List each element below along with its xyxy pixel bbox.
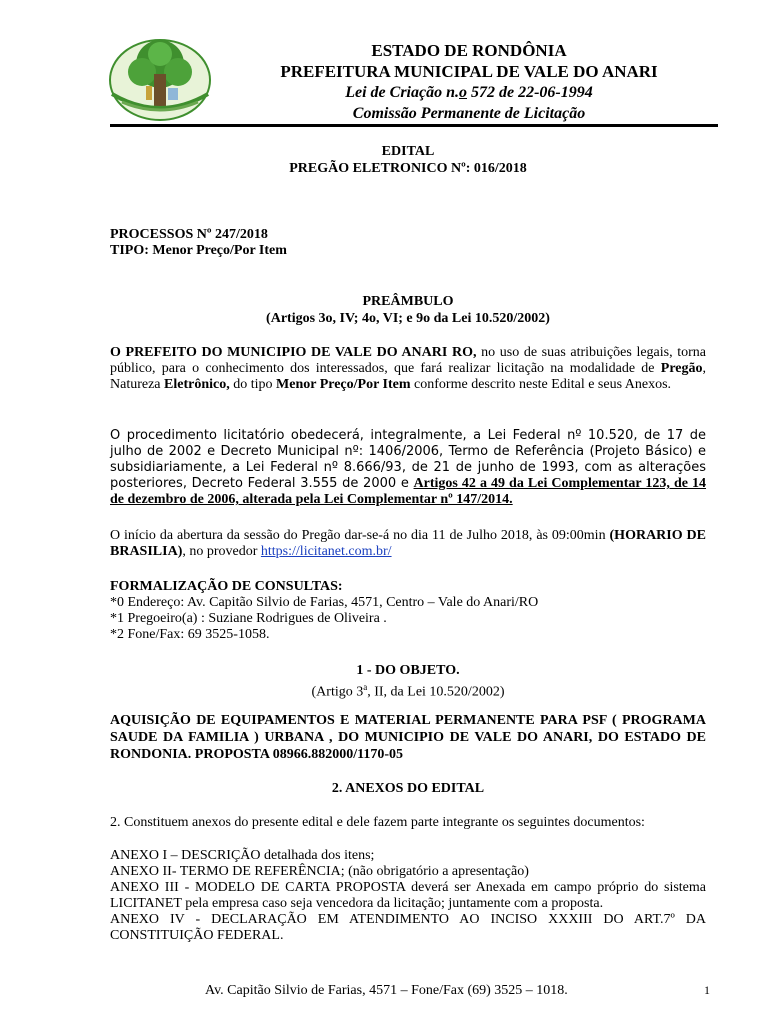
preambulo-heading	[110, 293, 706, 327]
prefeitura-name: PREFEITURA MUNICIPAL DE VALE DO ANARI	[280, 62, 658, 81]
anexos-intro: 2. Constituem anexos do presente edital e dele fazem parte integrante os seguintes documentos:	[110, 815, 645, 830]
pregao-number: PREGÃO ELETRONICO Nº: 016/2018	[289, 161, 527, 176]
preambulo-paragraph-1: O PREFEITO DO MUNICIPIO DE VALE DO ANARI RO, no uso de suas atribuições legais, torna público, para o conhecimento dos interessados, que fará realizar licitação na modalidade de Pregão, Natureza Eletrônico, do tipo Menor Preço/Por Item conforme descrito neste Edital e seus Anexos.	[110, 345, 707, 392]
process-info	[110, 227, 706, 259]
anexo-item: ANEXO IV - DECLARAÇÃO EM ATENDIMENTO AO INCISO XXXIII DO ART.7º DA CONSTITUIÇÃO FEDERAL.	[110, 912, 706, 943]
municipal-seal-logo	[108, 36, 212, 122]
anexo-item: ANEXO II- TERMO DE REFERÊNCIA; (não obrigatório a apresentação)	[110, 864, 529, 879]
edital-title	[110, 143, 706, 177]
consulta-item: *1 Pregoeiro(a) : Suziane Rodrigues de Oliveira .	[110, 611, 387, 626]
objeto-subtitle: (Artigo 3$^a$, II, da Lei 10.520/2002)	[311, 682, 505, 700]
header-divider	[110, 124, 718, 127]
consulta-item: *0 Endereço: Av. Capitão Silvio de Farias, 4571, Centro – Vale do Anari/RO	[110, 595, 539, 610]
creation-law: Lei de Criação n.o 572 de 22-06-1994	[345, 84, 593, 101]
anexos-list	[110, 848, 706, 944]
commission-name: Comissão Permanente de Licitação	[352, 105, 586, 122]
page-number: 1	[704, 983, 710, 997]
licitanet-link[interactable]: https://licitanet.com.br/	[260, 544, 392, 559]
edital-label: EDITAL	[381, 144, 435, 159]
anexo-item: ANEXO I – DESCRIÇÃO detalhada dos itens;	[110, 848, 375, 863]
preambulo-title: PREÂMBULO	[362, 294, 454, 309]
anexos-title: 2. ANEXOS DO EDITAL	[331, 781, 485, 796]
anexo-item: ANEXO III - MODELO DE CARTA PROPOSTA deverá ser Anexada em campo próprio do sistema LICITANET pela empresa caso seja vencedora da licitação; juntamente com a proposta.	[110, 880, 706, 911]
letterhead	[250, 40, 688, 124]
state-name: ESTADO DE RONDÔNIA	[371, 41, 567, 60]
objeto-text: AQUISIÇÃO DE EQUIPAMENTOS E MATERIAL PERMANENTE PARA PSF ( PROGRAMA SAUDE DA FAMILIA ) URBANA , DO MUNICIPIO DE VALE DO ANARI, DO ESTADO DE RONDONIA. PROPOSTA 08966.882000/1170-05	[110, 713, 706, 762]
consultas-title: FORMALIZAÇÃO DE CONSULTAS:	[110, 579, 343, 594]
process-number: PROCESSOS Nº 247/2018	[110, 227, 268, 242]
tipo-line: TIPO: Menor Preço/Por Item	[110, 243, 287, 258]
preambulo-subtitle: (Artigos 3o, IV; 4o, VI; e 9o da Lei 10.520/2002)	[266, 311, 550, 326]
preambulo-paragraph-3: O início da abertura da sessão do Pregão dar-se-á no dia 11 de Julho 2018, às 09:00min (HORARIO DE BRASILIA), no provedor https://licitanet.com.br/	[110, 528, 707, 559]
objeto-heading	[110, 662, 706, 701]
objeto-title: 1 - DO OBJETO.	[356, 663, 460, 678]
consulta-item: *2 Fone/Fax: 69 3525-1058.	[110, 627, 270, 642]
footer-address: Av. Capitão Silvio de Farias, 4571 – Fone/Fax (69) 3525 – 1018.	[205, 983, 568, 998]
preambulo-paragraph-2: O procedimento licitatório obedecerá, integralmente, a Lei Federal nº 10.520, de 17 de julho de 2002 e Decreto Municipal nº: 1406/2006, Termo de Referência (Projeto Básico) e subsidiariamente, a Lei Federal nº 8.666/93, de 21 de junho de 1993, com as alterações posteriores, Decreto Federal 3.555 de 2000 e Artigos 42 a 49 da Lei Complementar 123, de 14 de dezembro de 2006, alterada pela Lei Complementar nº 147/2014.	[110, 428, 707, 507]
consultas-section	[110, 579, 706, 643]
